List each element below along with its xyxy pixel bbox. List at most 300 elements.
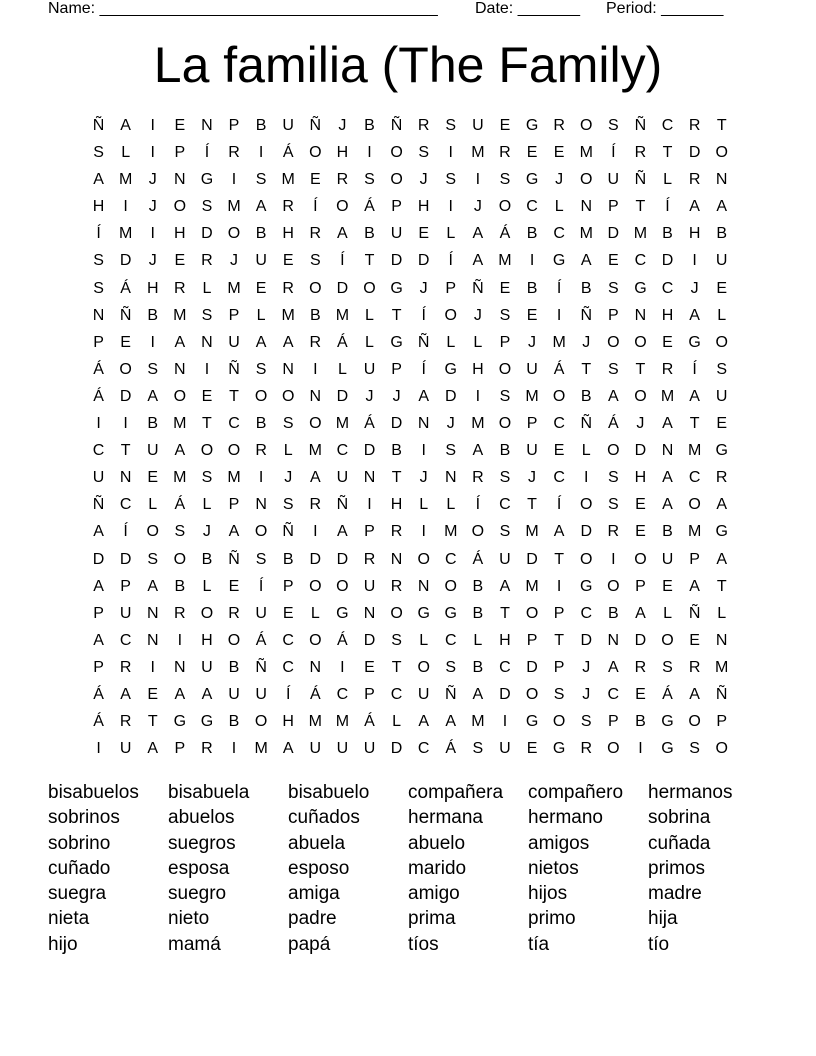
grid-letter[interactable]: A (309, 469, 321, 487)
grid-letter[interactable]: B (364, 225, 375, 243)
grid-letter[interactable]: R (255, 442, 267, 460)
grid-letter[interactable]: L (663, 171, 672, 189)
grid-letter[interactable]: G (173, 713, 187, 731)
grid-letter[interactable]: J (528, 469, 537, 487)
grid-letter[interactable]: C (390, 685, 403, 703)
grid-letter[interactable]: D (499, 685, 511, 703)
grid-letter[interactable]: A (689, 198, 700, 216)
grid-letter[interactable]: J (365, 387, 374, 405)
grid-letter[interactable]: U (255, 685, 267, 703)
grid-letter[interactable]: Ñ (472, 279, 484, 297)
grid-letter[interactable]: O (498, 415, 512, 433)
grid-letter[interactable]: A (174, 333, 186, 351)
grid-letter[interactable]: S (472, 740, 484, 758)
grid-letter[interactable]: C (661, 117, 674, 134)
grid-letter[interactable]: J (338, 117, 347, 134)
grid-letter[interactable]: Ñ (390, 117, 403, 134)
grid-letter[interactable]: E (418, 225, 429, 243)
grid-letter[interactable]: J (528, 333, 537, 351)
grid-letter[interactable]: N (146, 604, 159, 622)
grid-letter[interactable]: N (174, 658, 186, 676)
grid-letter[interactable]: G (390, 279, 403, 297)
grid-letter[interactable]: A (472, 685, 484, 703)
grid-letter[interactable]: Í (340, 252, 345, 270)
grid-letter[interactable]: M (633, 225, 648, 243)
grid-letter[interactable]: R (309, 225, 322, 243)
grid-letter[interactable]: T (581, 360, 592, 378)
grid-letter[interactable]: R (634, 658, 647, 676)
grid-letter[interactable]: D (201, 225, 213, 243)
grid-letter[interactable]: Ñ (634, 171, 647, 189)
grid-letter[interactable]: U (228, 333, 240, 351)
grid-letter[interactable]: I (421, 442, 426, 460)
grid-letter[interactable]: L (392, 713, 402, 731)
grid-letter[interactable]: N (363, 469, 376, 487)
grid-letter[interactable]: M (471, 144, 485, 162)
grid-letter[interactable]: J (555, 171, 564, 189)
grid-letter[interactable]: J (582, 658, 591, 676)
grid-letter[interactable]: E (120, 333, 131, 351)
grid-letter[interactable]: L (663, 604, 672, 622)
grid-letter[interactable]: R (390, 523, 403, 541)
grid-letter[interactable]: D (119, 550, 132, 568)
grid-letter[interactable]: O (173, 550, 187, 568)
grid-letter[interactable]: A (337, 225, 348, 243)
grid-letter[interactable]: L (446, 333, 456, 351)
grid-letter[interactable]: M (687, 442, 702, 460)
grid-letter[interactable]: S (499, 469, 511, 487)
grid-letter[interactable]: T (716, 117, 727, 134)
grid-letter[interactable]: I (150, 144, 155, 162)
grid-letter[interactable]: M (173, 415, 187, 433)
grid-letter[interactable]: H (661, 306, 674, 324)
grid-letter[interactable]: M (498, 252, 512, 270)
grid-letter[interactable]: H (472, 360, 484, 378)
grid-letter[interactable]: M (525, 577, 539, 595)
grid-letter[interactable]: M (687, 523, 702, 541)
grid-letter[interactable]: U (607, 171, 620, 189)
grid-letter[interactable]: P (228, 306, 240, 324)
grid-letter[interactable]: C (526, 198, 538, 216)
grid-letter[interactable]: E (526, 306, 538, 324)
grid-letter[interactable]: Á (553, 360, 565, 378)
grid-letter[interactable]: H (146, 279, 159, 297)
grid-letter[interactable]: Ñ (580, 415, 593, 433)
grid-letter[interactable]: A (689, 306, 700, 324)
grid-letter[interactable]: I (475, 387, 481, 405)
grid-letter[interactable]: O (498, 360, 512, 378)
grid-letter[interactable]: Á (364, 198, 375, 216)
grid-letter[interactable]: G (525, 713, 539, 731)
grid-letter[interactable]: A (120, 117, 131, 134)
grid-letter[interactable]: P (716, 713, 728, 731)
grid-letter[interactable]: H (634, 469, 647, 487)
grid-letter[interactable]: H (92, 198, 105, 216)
grid-letter[interactable]: A (472, 225, 484, 243)
grid-letter[interactable]: R (688, 171, 701, 189)
grid-letter[interactable]: D (634, 442, 647, 460)
grid-letter[interactable]: I (556, 306, 562, 324)
grid-letter[interactable]: R (174, 279, 186, 297)
grid-letter[interactable]: O (417, 550, 430, 568)
grid-letter[interactable]: O (661, 631, 674, 649)
grid-letter[interactable]: G (525, 117, 539, 134)
grid-letter[interactable]: O (580, 550, 593, 568)
grid-letter[interactable]: J (690, 279, 699, 297)
grid-letter[interactable]: E (174, 117, 186, 134)
grid-letter[interactable]: I (96, 740, 101, 758)
grid-letter[interactable]: C (553, 469, 565, 487)
grid-letter[interactable]: Á (93, 387, 104, 405)
grid-letter[interactable]: O (607, 442, 620, 460)
grid-letter[interactable]: R (417, 117, 430, 134)
grid-letter[interactable]: J (582, 333, 591, 351)
grid-letter[interactable]: B (472, 658, 484, 676)
grid-letter[interactable]: S (662, 658, 673, 676)
grid-letter[interactable]: I (340, 658, 345, 676)
grid-letter[interactable]: B (499, 442, 511, 460)
grid-letter[interactable]: S (607, 469, 619, 487)
grid-letter[interactable]: P (364, 523, 375, 541)
grid-letter[interactable]: E (282, 252, 294, 270)
grid-letter[interactable]: S (391, 631, 402, 649)
grid-letter[interactable]: A (147, 740, 159, 758)
grid-letter[interactable]: I (231, 171, 237, 189)
grid-letter[interactable]: G (200, 713, 214, 731)
grid-letter[interactable]: Ñ (634, 117, 647, 134)
grid-letter[interactable]: O (607, 333, 620, 351)
grid-letter[interactable]: G (661, 740, 674, 758)
grid-letter[interactable]: B (526, 225, 538, 243)
grid-letter[interactable]: C (661, 279, 674, 297)
grid-letter[interactable]: T (391, 469, 402, 487)
grid-letter[interactable]: L (202, 279, 212, 297)
grid-letter[interactable]: M (660, 387, 675, 405)
grid-letter[interactable]: B (255, 225, 267, 243)
grid-letter[interactable]: M (552, 333, 566, 351)
grid-letter[interactable]: I (611, 550, 616, 568)
grid-letter[interactable]: S (580, 713, 592, 731)
grid-letter[interactable]: E (526, 740, 538, 758)
grid-letter[interactable]: Í (611, 144, 616, 162)
grid-letter[interactable]: D (634, 631, 647, 649)
grid-letter[interactable]: S (147, 360, 159, 378)
grid-letter[interactable]: O (607, 740, 620, 758)
grid-letter[interactable]: D (444, 387, 457, 405)
grid-letter[interactable]: N (715, 171, 728, 189)
grid-letter[interactable]: N (580, 198, 593, 216)
grid-letter[interactable]: P (499, 333, 511, 351)
grid-letter[interactable]: R (228, 604, 240, 622)
grid-letter[interactable]: O (200, 442, 214, 460)
grid-letter[interactable]: B (255, 117, 267, 134)
grid-letter[interactable]: C (607, 685, 620, 703)
grid-letter[interactable]: E (635, 685, 646, 703)
grid-letter[interactable]: Í (258, 577, 264, 595)
grid-letter[interactable]: U (146, 442, 159, 460)
grid-letter[interactable]: B (526, 279, 538, 297)
grid-letter[interactable]: E (499, 279, 511, 297)
grid-letter[interactable]: P (391, 198, 402, 216)
grid-letter[interactable]: I (421, 523, 426, 541)
grid-letter[interactable]: E (716, 279, 728, 297)
grid-letter[interactable]: P (174, 144, 186, 162)
grid-letter[interactable]: T (716, 577, 727, 595)
grid-letter[interactable]: Í (204, 144, 210, 162)
grid-letter[interactable]: J (230, 252, 239, 270)
grid-letter[interactable]: B (716, 225, 728, 243)
grid-letter[interactable]: T (500, 604, 510, 622)
grid-letter[interactable]: O (634, 333, 647, 351)
grid-letter[interactable]: E (364, 658, 375, 676)
grid-letter[interactable]: O (254, 713, 268, 731)
grid-letter[interactable]: L (337, 360, 347, 378)
grid-letter[interactable]: U (715, 252, 728, 270)
grid-letter[interactable]: N (417, 577, 430, 595)
grid-letter[interactable]: E (228, 577, 240, 595)
grid-letter[interactable]: O (634, 550, 647, 568)
grid-letter[interactable]: G (552, 252, 566, 270)
grid-letter[interactable]: A (282, 333, 294, 351)
grid-letter[interactable]: U (661, 550, 674, 568)
grid-letter[interactable]: N (309, 658, 322, 676)
grid-letter[interactable]: A (580, 252, 592, 270)
grid-letter[interactable]: Á (607, 415, 619, 433)
grid-letter[interactable]: N (390, 550, 403, 568)
grid-letter[interactable]: L (365, 306, 374, 324)
grid-letter[interactable]: O (471, 523, 485, 541)
grid-letter[interactable]: O (634, 387, 647, 405)
grid-letter[interactable]: A (662, 469, 673, 487)
grid-letter[interactable]: A (93, 631, 104, 649)
grid-letter[interactable]: S (174, 523, 186, 541)
grid-letter[interactable]: D (661, 252, 674, 270)
grid-letter[interactable]: T (120, 442, 131, 460)
grid-letter[interactable]: E (147, 469, 159, 487)
grid-letter[interactable]: D (119, 252, 132, 270)
grid-letter[interactable]: D (336, 387, 349, 405)
grid-letter[interactable]: M (308, 442, 322, 460)
grid-letter[interactable]: G (390, 333, 403, 351)
grid-letter[interactable]: D (390, 252, 403, 270)
grid-letter[interactable]: O (390, 604, 403, 622)
grid-letter[interactable]: P (689, 550, 700, 568)
grid-letter[interactable]: S (309, 252, 321, 270)
grid-letter[interactable]: A (607, 387, 619, 405)
grid-letter[interactable]: H (282, 713, 294, 731)
grid-letter[interactable]: E (282, 604, 294, 622)
grid-letter[interactable]: U (201, 658, 213, 676)
grid-letter[interactable]: O (525, 685, 539, 703)
grid-letter[interactable]: M (471, 415, 485, 433)
grid-letter[interactable]: O (715, 144, 728, 162)
grid-letter[interactable]: P (607, 198, 619, 216)
grid-letter[interactable]: N (417, 415, 430, 433)
grid-letter[interactable]: T (662, 144, 673, 162)
grid-letter[interactable]: C (444, 550, 457, 568)
grid-letter[interactable]: G (444, 604, 457, 622)
grid-letter[interactable]: A (445, 713, 457, 731)
grid-letter[interactable]: S (201, 198, 213, 216)
grid-letter[interactable]: M (715, 658, 729, 676)
grid-letter[interactable]: T (229, 387, 239, 405)
grid-letter[interactable]: R (174, 604, 186, 622)
grid-letter[interactable]: O (363, 279, 376, 297)
grid-letter[interactable]: T (635, 198, 646, 216)
grid-letter[interactable]: S (499, 387, 511, 405)
grid-letter[interactable]: E (147, 685, 159, 703)
grid-letter[interactable]: U (472, 117, 484, 134)
grid-letter[interactable]: J (202, 523, 211, 541)
grid-letter[interactable]: N (92, 306, 105, 324)
grid-letter[interactable]: G (336, 604, 349, 622)
grid-letter[interactable]: B (174, 577, 186, 595)
grid-letter[interactable]: B (364, 117, 375, 134)
grid-letter[interactable]: M (471, 713, 485, 731)
grid-letter[interactable]: C (92, 442, 105, 460)
grid-letter[interactable]: Á (309, 685, 321, 703)
grid-letter[interactable]: O (309, 279, 322, 297)
grid-letter[interactable]: J (419, 171, 428, 189)
grid-letter[interactable]: I (584, 469, 589, 487)
grid-letter[interactable]: A (255, 198, 267, 216)
grid-letter[interactable]: G (661, 713, 674, 731)
grid-letter[interactable]: N (146, 631, 159, 649)
grid-letter[interactable]: O (336, 198, 349, 216)
grid-letter[interactable]: I (313, 360, 318, 378)
grid-letter[interactable]: Á (255, 631, 267, 649)
grid-letter[interactable]: S (499, 523, 511, 541)
grid-letter[interactable]: R (390, 577, 403, 595)
grid-letter[interactable]: N (607, 631, 620, 649)
grid-letter[interactable]: Ñ (444, 685, 457, 703)
grid-letter[interactable]: O (281, 387, 295, 405)
grid-letter[interactable]: O (309, 415, 322, 433)
grid-letter[interactable]: H (390, 496, 403, 514)
grid-letter[interactable]: A (174, 442, 186, 460)
grid-letter[interactable]: P (553, 604, 565, 622)
grid-letter[interactable]: L (717, 604, 727, 622)
grid-letter[interactable]: Á (120, 279, 131, 297)
grid-letter[interactable]: L (419, 631, 429, 649)
grid-letter[interactable]: H (336, 144, 349, 162)
grid-letter[interactable]: O (444, 306, 457, 324)
grid-letter[interactable]: D (336, 550, 349, 568)
grid-letter[interactable]: N (309, 387, 322, 405)
grid-letter[interactable]: J (636, 415, 645, 433)
grid-letter[interactable]: M (173, 306, 187, 324)
grid-letter[interactable]: P (174, 740, 186, 758)
grid-letter[interactable]: E (662, 333, 673, 351)
grid-letter[interactable]: G (580, 577, 593, 595)
grid-letter[interactable]: L (473, 333, 483, 351)
grid-letter[interactable]: A (716, 496, 728, 514)
grid-letter[interactable]: N (634, 306, 647, 324)
grid-letter[interactable]: N (444, 469, 457, 487)
grid-letter[interactable]: U (255, 604, 267, 622)
grid-letter[interactable]: O (146, 523, 159, 541)
grid-letter[interactable]: J (148, 198, 157, 216)
grid-letter[interactable]: N (201, 117, 213, 134)
grid-letter[interactable]: Á (662, 685, 673, 703)
grid-letter[interactable]: I (448, 144, 453, 162)
grid-letter[interactable]: T (391, 658, 402, 676)
grid-letter[interactable]: U (119, 740, 132, 758)
grid-letter[interactable]: I (556, 577, 562, 595)
grid-letter[interactable]: P (228, 496, 240, 514)
grid-letter[interactable]: A (716, 198, 728, 216)
grid-letter[interactable]: R (309, 496, 322, 514)
grid-letter[interactable]: P (445, 279, 457, 297)
grid-letter[interactable]: E (201, 387, 213, 405)
grid-letter[interactable]: G (634, 279, 647, 297)
grid-letter[interactable]: B (309, 306, 321, 324)
grid-letter[interactable]: B (607, 604, 619, 622)
grid-letter[interactable]: B (580, 279, 592, 297)
grid-letter[interactable]: O (200, 604, 214, 622)
grid-letter[interactable]: U (363, 360, 376, 378)
grid-letter[interactable]: B (255, 415, 267, 433)
grid-letter[interactable]: T (202, 415, 212, 433)
grid-letter[interactable]: G (525, 171, 539, 189)
grid-letter[interactable]: Í (665, 198, 670, 216)
grid-letter[interactable]: C (553, 415, 565, 433)
grid-letter[interactable]: A (418, 713, 429, 731)
grid-letter[interactable]: I (367, 144, 372, 162)
grid-letter[interactable]: C (228, 415, 240, 433)
grid-letter[interactable]: H (499, 631, 511, 649)
grid-letter[interactable]: T (554, 550, 565, 568)
grid-letter[interactable]: N (255, 496, 267, 514)
grid-letter[interactable]: L (554, 198, 564, 216)
grid-letter[interactable]: I (204, 360, 210, 378)
grid-letter[interactable]: L (256, 306, 266, 324)
grid-letter[interactable]: R (607, 523, 620, 541)
grid-letter[interactable]: A (120, 685, 131, 703)
grid-letter[interactable]: C (336, 442, 349, 460)
grid-letter[interactable]: A (228, 523, 240, 541)
grid-letter[interactable]: B (635, 713, 646, 731)
grid-letter[interactable]: N (363, 604, 376, 622)
grid-letter[interactable]: Á (174, 496, 186, 514)
grid-letter[interactable]: M (525, 523, 539, 541)
grid-letter[interactable]: A (635, 604, 646, 622)
grid-letter[interactable]: C (444, 631, 457, 649)
grid-letter[interactable]: Í (123, 523, 128, 541)
grid-letter[interactable]: L (121, 144, 131, 162)
grid-letter[interactable]: Ñ (119, 306, 132, 324)
grid-letter[interactable]: Ñ (282, 523, 294, 541)
grid-letter[interactable]: G (715, 523, 728, 541)
grid-letter[interactable]: M (281, 306, 295, 324)
grid-letter[interactable]: O (390, 144, 403, 162)
grid-letter[interactable]: B (282, 550, 294, 568)
grid-letter[interactable]: S (607, 360, 619, 378)
grid-letter[interactable]: C (499, 658, 511, 676)
grid-letter[interactable]: P (282, 577, 294, 595)
grid-letter[interactable]: D (336, 279, 349, 297)
grid-letter[interactable]: D (119, 387, 132, 405)
grid-letter[interactable]: I (123, 415, 128, 433)
grid-letter[interactable]: Í (448, 252, 453, 270)
grid-letter[interactable]: R (363, 550, 376, 568)
grid-letter[interactable]: Ñ (309, 117, 322, 134)
grid-letter[interactable]: D (92, 550, 105, 568)
grid-letter[interactable]: O (173, 387, 187, 405)
grid-letter[interactable]: O (227, 631, 241, 649)
grid-letter[interactable]: S (364, 171, 375, 189)
grid-letter[interactable]: R (282, 279, 294, 297)
